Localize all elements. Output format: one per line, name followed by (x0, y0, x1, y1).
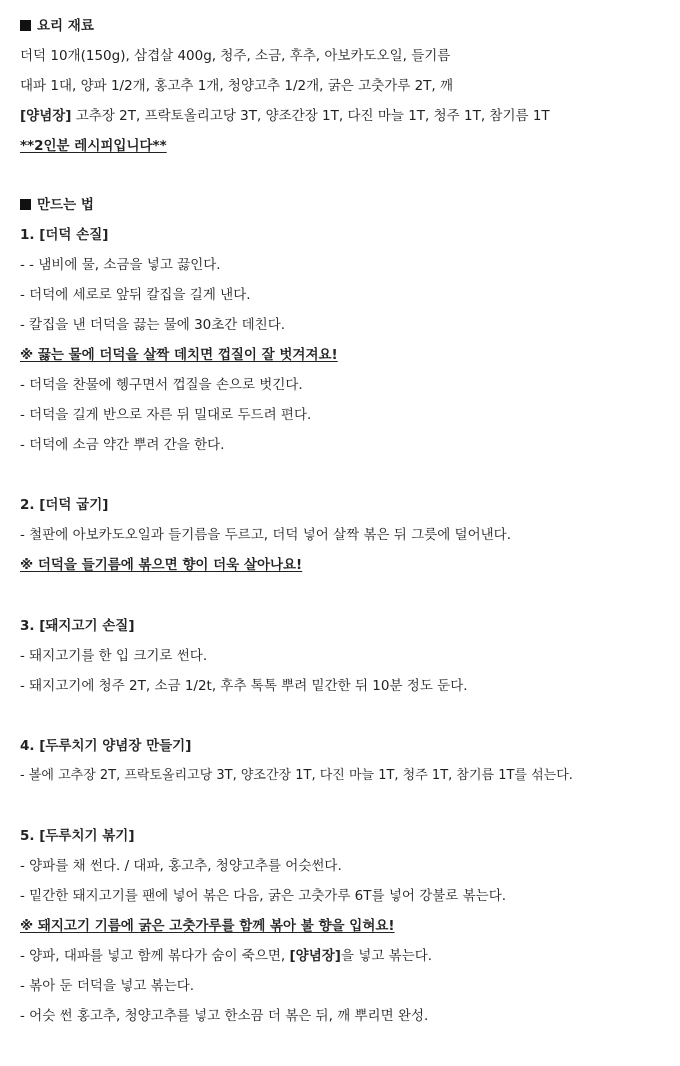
method-heading-text: 만드는 법 (37, 197, 94, 213)
ingredients-line-1: 더덕 10개(150g), 삼겹살 400g, 청주, 소금, 후추, 아보카도오일, 들기름 (20, 48, 451, 64)
step-1-line-4: - 더덕을 찬물에 헹구면서 껍질을 손으로 벗긴다. (20, 377, 303, 393)
step-1-line-6: - 더덕에 소금 약간 뿌려 간을 한다. (20, 437, 225, 453)
sauce-ingredients-text: 고추장 2T, 프락토올리고당 3T, 양조간장 1T, 다진 마늘 1T, 청주 1T, 참기름 1T (71, 108, 550, 124)
step-3-line-2: - 돼지고기에 청주 2T, 소금 1/2t, 후추 톡톡 뿌려 밑간한 뒤 10분 정도 둔다. (20, 678, 468, 694)
step-4-title: 4. [두루치기 양념장 만들기] (20, 738, 192, 754)
servings-note: **2인분 레시피입니다** (20, 138, 167, 154)
sauce-ingredients-line (20, 106, 550, 126)
ingredients-heading-text: 요리 재료 (37, 18, 94, 34)
step-3-line-1: - 돼지고기를 한 입 크기로 썬다. (20, 648, 208, 664)
step-2-line-1: - 철판에 아보카도오일과 들기름을 두르고, 더덕 넣어 살짝 볶은 뒤 그릇에 덜어낸다. (20, 527, 512, 543)
step-3-title: 3. [돼지고기 손질] (20, 618, 135, 634)
step-1-line-5: - 더덕을 길게 반으로 자른 뒤 밀대로 두드려 편다. (20, 407, 312, 423)
step-1-tip: ※ 끓는 물에 더덕을 살짝 데치면 껍질이 잘 벗겨져요! (20, 347, 338, 363)
step-2-tip: ※ 더덕을 들기름에 볶으면 향이 더욱 살아나요! (20, 557, 303, 573)
step-1-title: 1. [더덕 손질] (20, 227, 109, 243)
step-2-title: 2. [더덕 굽기] (20, 497, 109, 513)
sauce-label: [양념장] (20, 108, 72, 124)
step-1-line-1: - - 냄비에 물, 소금을 넣고 끓인다. (20, 257, 221, 273)
square-bullet-icon (20, 20, 31, 31)
step-5-tip: ※ 돼지고기 기름에 굵은 고춧가루를 함께 볶아 불 향을 입혀요! (20, 918, 395, 934)
step-1-line-2: - 더덕에 세로로 앞뒤 칼집을 길게 낸다. (20, 287, 251, 303)
step-5-line-3 (20, 946, 432, 966)
step-1-line-3: - 칼집을 낸 더덕을 끓는 물에 30초간 데친다. (20, 317, 286, 333)
step-5-line-2: - 밑간한 돼지고기를 팬에 넣어 볶은 다음, 굵은 고춧가루 6T를 넣어 강불로 볶는다. (20, 888, 507, 904)
ingredients-heading (20, 16, 94, 36)
step-5-line-5: - 어슷 썬 홍고추, 청양고추를 넣고 한소끔 더 볶은 뒤, 깨 뿌리면 완성. (20, 1008, 429, 1024)
step-5-line-3-pre: - 양파, 대파를 넣고 함께 볶다가 숨이 죽으면, (20, 948, 290, 964)
square-bullet-icon (20, 199, 31, 210)
step-5-line-3-post: 을 넣고 볶는다. (340, 948, 433, 964)
method-heading (20, 195, 94, 215)
ingredients-line-2: 대파 1대, 양파 1/2개, 홍고추 1개, 청양고추 1/2개, 굵은 고춧가루 2T, 깨 (20, 78, 454, 94)
step-5-line-1: - 양파를 채 썬다. / 대파, 홍고추, 청양고추를 어슷썬다. (20, 858, 342, 874)
step-5-title: 5. [두루치기 볶기] (20, 828, 135, 844)
step-4-line-1: - 볼에 고추장 2T, 프락토올리고당 3T, 양조간장 1T, 다진 마늘 1T, 청주 1T, 참기름 1T를 섞는다. (20, 768, 573, 783)
step-5-line-4: - 볶아 둔 더덕을 넣고 볶는다. (20, 978, 195, 994)
step-5-sauce-label: [양념장] (289, 948, 341, 964)
